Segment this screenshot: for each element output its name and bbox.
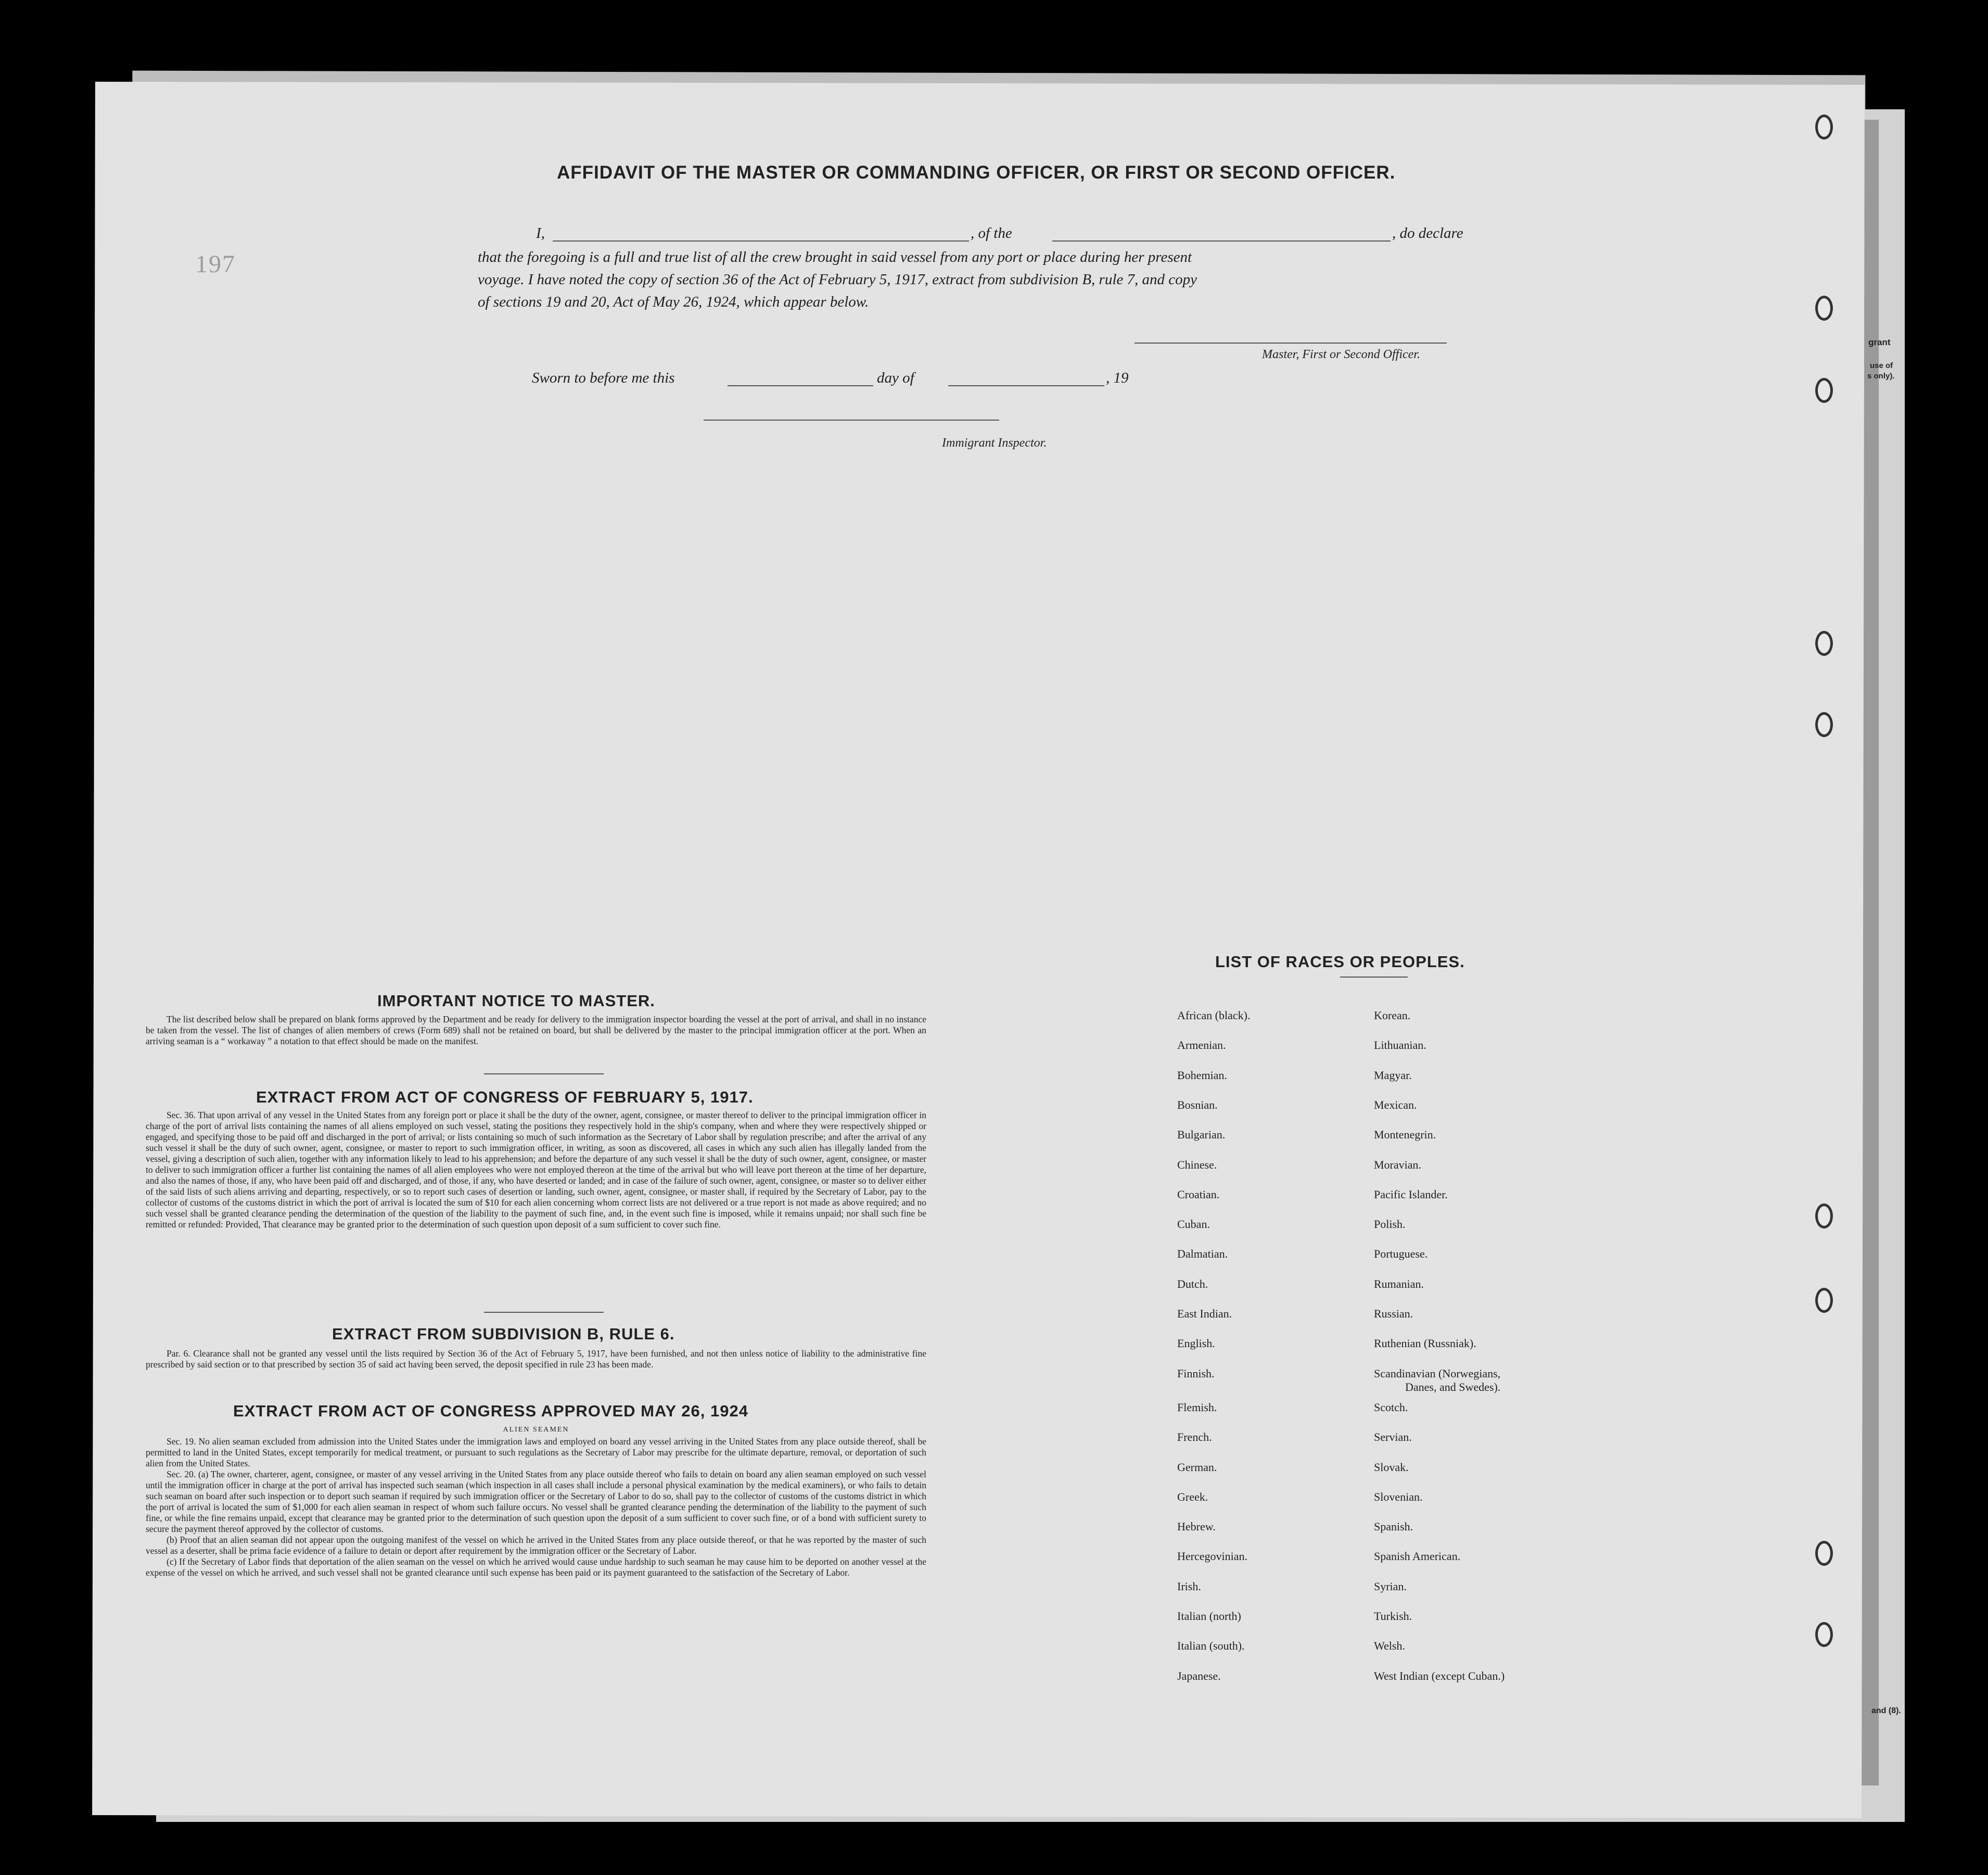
race-item: West Indian (except Cuban.): [1374, 1669, 1505, 1682]
divider: [1340, 977, 1408, 978]
race-item: Polish.: [1374, 1218, 1406, 1231]
race-item: Dutch.: [1177, 1277, 1208, 1290]
race-item: Italian (north): [1177, 1610, 1241, 1623]
edge-text-use-of: use of: [1870, 361, 1893, 370]
extract-1924-title: EXTRACT FROM ACT OF CONGRESS APPROVED MAY 26, 1924: [233, 1402, 748, 1420]
inspector-signature-line: [704, 420, 999, 421]
sworn-day-blank: [728, 385, 873, 386]
sworn-month-blank: [948, 385, 1104, 386]
affidavit-line2: that the foregoing is a full and true list of all the crew brought in said vessel from any port or place during her present: [478, 249, 1192, 265]
race-item: Scotch.: [1374, 1400, 1408, 1414]
race-item: Moravian.: [1374, 1158, 1422, 1171]
affidavit-line1-declare: , do declare: [1392, 225, 1463, 242]
race-item: Magyar.: [1374, 1068, 1412, 1082]
punch-hole: [1815, 712, 1833, 737]
name-blank: [553, 240, 969, 242]
punch-hole: [1815, 115, 1833, 140]
race-item: French.: [1177, 1430, 1212, 1444]
race-item: Turkish.: [1374, 1610, 1412, 1623]
extract-1924-sec20b: (b) Proof that an alien seaman did not appear upon the outgoing manifest of the vessel on which he arrived in the United States from any place outside thereof, or that he was reported by the master of such vessel as a deserter, shall be prima facie evidence of a failure to detain or deport after requirement by the immigration officer or the Secretary of Labor.: [146, 1535, 926, 1556]
sworn-prefix: Sworn to before me this: [532, 370, 675, 386]
punch-hole: [1815, 631, 1833, 656]
race-item: Pacific Islander.: [1374, 1187, 1448, 1201]
extract-1917-text: Sec. 36. That upon arrival of any vessel in the United States from any foreign port or place it shall be the duty of the owner, agent, consignee, or master thereof to deliver to the principal immigration officer in charge of the port of arrival lists containing the names of all aliens employed on such vessel, stating the positions they respectively hold in the ship's company, when and where they were respectively shipped or engaged, and specifying those to be paid off and discharged in the port of arrival; or lists containing so much of such information as the Secretary of Labor shall by regulation prescribe; and after the arrival of any such vessel it shall be the duty of such owner, agent, consignee, or master to report to such immigration officer, in writing, as soon as discovered, all cases in which any such alien has illegally landed from the vessel, giving a description of such alien, together with any information likely to lead to his apprehension; and before the departure of any such vessel it shall be the duty of such owner, agent, consignee, or master to deliver to such immigration officer a further list containing the names of all alien employees who were not employed thereon at the time of the arrival but who will leave port thereon at the time of her departure, and also the names of those, if any, who have been paid off and discharged, and of those, if any, who have deserted or landed; and in case of the failure of such owner, agent, consignee, or master so to deliver either of the said lists of such aliens arriving and departing, respectively, or so to report such cases of desertion or landing, such owner, agent, consignee, or master shall, if required by the Secretary of Labor, pay to the collector of customs of the customs district in which the port of arrival is located the sum of $10 for each alien concerning whom correct lists are not delivered or a true report is not made as above required; and no such vessel shall be granted clearance pending the determination of the question of the liability to the payment of such fine, and, in the event such fine is imposed, while it remains unpaid; nor shall such fine be remitted or refunded: Provided, That clearance may be granted prior to the determination of such question upon deposit of a sum sufficient to cover such fine.: [146, 1110, 926, 1230]
race-item: Portuguese.: [1374, 1247, 1428, 1261]
affidavit-line3: voyage. I have noted the copy of section 36 of the Act of February 5, 1917, extract from subdivision B, rule 7, and copy: [478, 271, 1197, 288]
race-item: Japanese.: [1177, 1669, 1221, 1682]
affidavit-line1-i: I,: [536, 225, 545, 242]
race-item: Italian (south).: [1177, 1639, 1245, 1653]
sworn-day: day of: [877, 370, 914, 386]
extract-1924-subtitle: ALIEN SEAMEN: [503, 1426, 569, 1434]
punch-hole: [1815, 1622, 1833, 1647]
race-item: Armenian.: [1177, 1038, 1226, 1052]
race-item: Bulgarian.: [1177, 1128, 1226, 1142]
extract-rule6-text: Par. 6. Clearance shall not be granted any vessel until the lists required by Section 36 of the Act of February 5, 1917, have been furnished, and not then unless notice of liability to the administrative fine prescribed by said section or to that prescribed by section 35 of said act having been served, the deposit specified in rule 23 has been made.: [146, 1348, 926, 1370]
race-item: Mexican.: [1374, 1098, 1417, 1111]
race-item: Slovak.: [1374, 1460, 1409, 1474]
race-item: Rumanian.: [1374, 1277, 1424, 1290]
race-item: Dalmatian.: [1177, 1247, 1228, 1261]
vessel-blank: [1052, 240, 1391, 242]
race-item: Finnish.: [1177, 1366, 1215, 1380]
inspector-label: Immigrant Inspector.: [942, 436, 1047, 450]
punch-hole: [1815, 296, 1833, 321]
race-item: Syrian.: [1374, 1579, 1407, 1593]
race-item: Greek.: [1177, 1490, 1208, 1503]
extract-rule6-title: EXTRACT FROM SUBDIVISION B, RULE 6.: [332, 1325, 675, 1343]
race-item: Bohemian.: [1177, 1068, 1227, 1082]
race-item: Montenegrin.: [1374, 1128, 1436, 1142]
race-item: Irish.: [1177, 1579, 1201, 1593]
extract-1924-sec19: Sec. 19. No alien seaman excluded from admission into the United States under the immigration laws and employed on board any vessel arriving in the United States from any place outside thereof, shall be permitted to land in the United States, except temporarily for medical treatment, or pursuant to such regulations as the Secretary of Labor may prescribe for the ultimate departure, removal, or deportation of such alien from the United States.: [146, 1436, 926, 1468]
affidavit-title: AFFIDAVIT OF THE MASTER OR COMMANDING OFFICER, OR FIRST OR SECOND OFFICER.: [557, 162, 1396, 183]
extract-1924-sec20a: Sec. 20. (a) The owner, charterer, agent, consignee, or master of any vessel arriving in the United States from any place outside thereof who fails to detain on board any alien seaman employed on such vessel until the immigration officer in charge at the port of arrival has inspected such seaman (which inspection in all cases shall include a personal physical examination by the medical examiners), or who fails to detain such seaman on board after such inspection or to deport such seaman if required by such immigration officer or the Secretary of Labor to do so, shall pay to the collector of customs of the customs district in which the port of arrival is located the sum of $1,000 for each alien seaman in respect of whom such failure occurs. No vessel shall be granted clearance pending the determination of the liability to the payment of such fine, or while the fine remains unpaid, except that clearance may be granted prior to the determination of such question upon the deposit of a sum sufficient to cover such fine, or of a bond with sufficient surety to secure the payment thereof approved by the collector of customs.: [146, 1469, 926, 1534]
race-item: Croatian.: [1177, 1187, 1220, 1201]
race-item: English.: [1177, 1337, 1215, 1350]
race-item: Servian.: [1374, 1430, 1412, 1444]
extract-1924-block: [146, 1422, 926, 1578]
race-item: German.: [1177, 1460, 1217, 1474]
extract-1924-sec20c: (c) If the Secretary of Labor finds that deportation of the alien seaman on the vessel on which he arrived would cause undue hardship to such seaman he may cause him to be deported on another vessel at the expense of the vessel on which he arrived, and such vessel shall not be granted clearance until such expense has been paid or its payment guaranteed to the satisfaction of the Secretary of Labor.: [146, 1556, 926, 1578]
divider: [484, 1312, 604, 1313]
extract-1917-title: EXTRACT FROM ACT OF CONGRESS OF FEBRUARY 5, 1917.: [256, 1088, 754, 1106]
race-item: Chinese.: [1177, 1158, 1217, 1171]
edge-text-and8: and (8).: [1871, 1706, 1901, 1715]
race-item: East Indian.: [1177, 1307, 1232, 1320]
race-item: Welsh.: [1374, 1639, 1405, 1653]
divider: [484, 1073, 604, 1074]
affidavit-line1-of: , of the: [971, 225, 1012, 242]
edge-text-only: s only).: [1867, 372, 1895, 381]
notice-title: IMPORTANT NOTICE TO MASTER.: [377, 992, 655, 1010]
race-item: Cuban.: [1177, 1218, 1210, 1231]
race-item: Russian.: [1374, 1307, 1413, 1320]
sworn-year: , 19: [1106, 370, 1129, 386]
race-item: Hercegovinian.: [1177, 1550, 1247, 1563]
race-item: Spanish.: [1374, 1520, 1413, 1534]
race-item: Spanish American.: [1374, 1550, 1461, 1563]
master-label: Master, First or Second Officer.: [1262, 348, 1420, 361]
affidavit-line4: of sections 19 and 20, Act of May 26, 1924, which appear below.: [478, 294, 869, 310]
punch-hole: [1815, 378, 1833, 403]
race-item: Bosnian.: [1177, 1098, 1218, 1111]
punch-hole: [1815, 1288, 1833, 1313]
extract-rule6-block: [146, 1348, 926, 1370]
punch-hole: [1815, 1541, 1833, 1566]
race-item: Lithuanian.: [1374, 1038, 1426, 1052]
race-item: Ruthenian (Russniak).: [1374, 1337, 1476, 1350]
notice-text-block: [146, 1014, 926, 1047]
race-item: Slovenian.: [1374, 1490, 1423, 1503]
master-signature-line: [1135, 343, 1447, 344]
race-item: Flemish.: [1177, 1400, 1217, 1414]
punch-hole: [1815, 1203, 1833, 1228]
extract-1917-block: [146, 1110, 926, 1230]
race-item: African (black).: [1177, 1009, 1251, 1022]
edge-text-grant: grant: [1868, 337, 1891, 347]
races-title: LIST OF RACES OR PEOPLES.: [1215, 953, 1465, 971]
notice-text: The list described below shall be prepared on blank forms approved by the Department and be ready for delivery to the immigration inspector boarding the vessel at the port of arrival, and shall in no instance be taken from the vessel. The list of changes of alien members of crews (Form 689) shall not be retained on board, but shall be delivered by the master to the principal immigration officer at the port. When an arriving seaman is a “ workaway ” a notation to that effect should be made on the manifest.: [146, 1014, 926, 1046]
race-item: Scandinavian (Norwegians,: [1374, 1366, 1501, 1380]
page-number: 197: [195, 250, 236, 278]
race-item: Korean.: [1374, 1009, 1411, 1022]
race-item: Hebrew.: [1177, 1520, 1216, 1534]
race-scandinavian-continuation: Danes, and Swedes).: [1405, 1380, 1501, 1393]
